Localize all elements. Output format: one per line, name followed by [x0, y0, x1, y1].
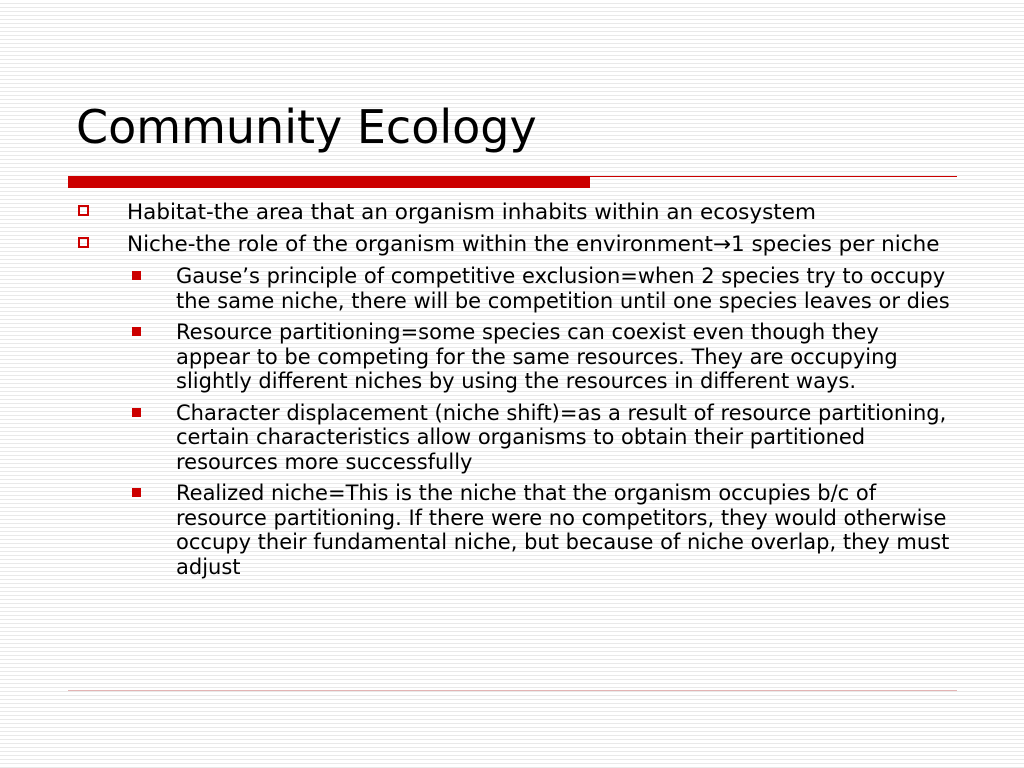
sub-bullet-gause-principle — [127, 264, 956, 313]
bullet-habitat — [76, 200, 956, 225]
title-underline-thick — [68, 176, 590, 188]
bullet-text-after-arrow: 1 species per niche — [730, 232, 940, 257]
filled-square-bullet-icon — [132, 408, 141, 417]
filled-square-bullet-icon — [132, 327, 141, 336]
bullet-text-before-arrow: Niche-the role of the organism within the environment — [127, 232, 713, 257]
sub-bullet-text: Resource partitioning=some species can coexist even though they appear to be competing for the same resources. They are occupying slightly different niches by using the resources in different ways. — [176, 320, 898, 393]
sub-bullet-text: Realized niche=This is the niche that the organism occupies b/c of resource partitioning. If there were no competitors, they would otherwise occupy their fundamental niche, but because of niche overlap, they must adjust — [176, 481, 950, 579]
sub-bullet-resource-partitioning — [127, 320, 956, 394]
slide-content — [76, 200, 956, 586]
filled-square-bullet-icon — [132, 271, 141, 280]
sub-bullet-text: Character displacement (niche shift)=as a result of resource partitioning, certain characteristics allow organisms to obtain their partitioned resources more successfully — [176, 400, 947, 474]
sub-bullet-character-displacement — [127, 401, 956, 475]
hollow-square-bullet-icon — [78, 205, 89, 216]
sub-bullet-realized-niche — [127, 481, 956, 579]
title-underline-thin — [590, 176, 957, 177]
bullet-niche — [76, 232, 956, 257]
filled-square-bullet-icon — [132, 488, 141, 497]
sub-bullet-text: Gause’s principle of competitive exclusion=when 2 species try to occupy the same niche, there will be competition until one species leaves or dies — [176, 264, 950, 313]
hollow-square-bullet-icon — [78, 237, 89, 248]
footer-divider — [68, 690, 957, 691]
bullet-text — [127, 232, 939, 257]
slide-title: Community Ecology — [76, 100, 537, 154]
bullet-text: Habitat-the area that an organism inhabits within an ecosystem — [127, 200, 816, 225]
right-arrow-icon: → — [712, 232, 731, 257]
